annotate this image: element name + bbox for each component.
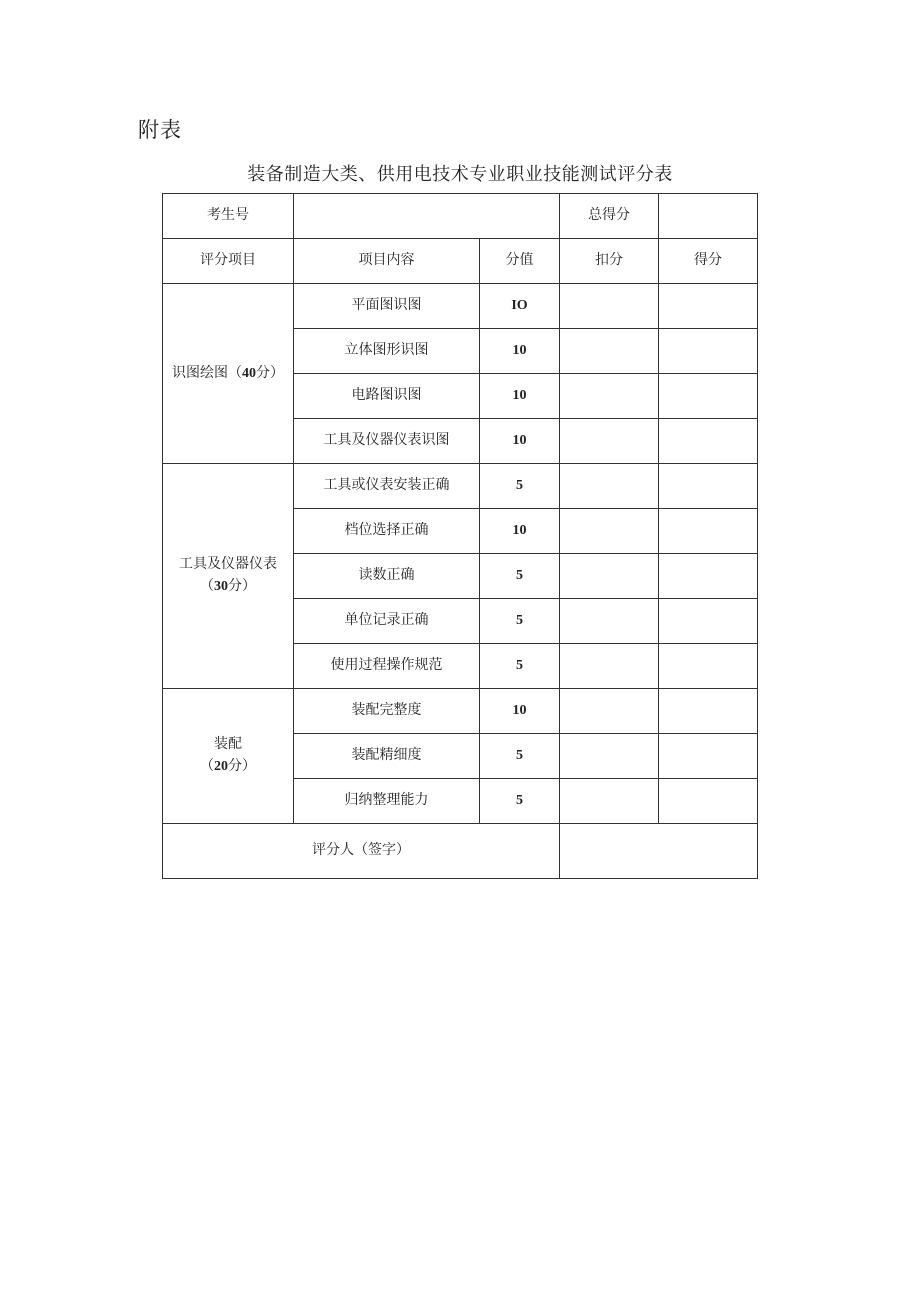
deduct-field[interactable] [560,779,659,824]
total-score-label: 总得分 [560,194,659,239]
item-content: 档位选择正确 [294,509,480,554]
item-content: 归纳整理能力 [294,779,480,824]
score-field[interactable] [659,779,758,824]
item-points: 10 [480,419,560,464]
score-field[interactable] [659,734,758,779]
signer-field[interactable] [560,824,758,879]
appendix-label: 附表 [138,118,182,142]
group-points: 40 [242,365,256,381]
deduct-field[interactable] [560,284,659,329]
score-field[interactable] [659,419,758,464]
item-points: IO [480,284,560,329]
group-name: 装配 [214,736,242,753]
column-header-points: 分值 [480,239,560,284]
item-points: 10 [480,329,560,374]
score-field[interactable] [659,644,758,689]
group-suffix: 分） [228,578,256,594]
item-points: 5 [480,464,560,509]
group-open: （ [200,758,214,774]
scoring-table [162,193,758,879]
item-content: 工具或仪表安装正确 [294,464,480,509]
page-title: 装备制造大类、供用电技术专业职业技能测试评分表 [247,164,673,185]
score-field[interactable] [659,464,758,509]
item-content: 立体图形识图 [294,329,480,374]
group-cell-assembly [163,689,294,824]
item-points: 5 [480,779,560,824]
item-points: 5 [480,734,560,779]
deduct-field[interactable] [560,644,659,689]
item-content: 使用过程操作规范 [294,644,480,689]
deduct-field[interactable] [560,734,659,779]
deduct-field[interactable] [560,599,659,644]
item-content: 平面图识图 [294,284,480,329]
table-row [163,689,758,734]
signer-row [163,824,758,879]
deduct-field[interactable] [560,509,659,554]
group-points: 20 [214,759,228,774]
score-field[interactable] [659,509,758,554]
score-field[interactable] [659,374,758,419]
candidate-label: 考生号 [163,194,294,239]
header-row-columns [163,239,758,284]
table-row [163,284,758,329]
group-cell-tools [163,464,294,689]
score-field[interactable] [659,689,758,734]
deduct-field[interactable] [560,464,659,509]
item-content: 单位记录正确 [294,599,480,644]
column-header-content: 项目内容 [294,239,480,284]
deduct-field[interactable] [560,689,659,734]
group-suffix: 分） [228,758,256,774]
item-points: 5 [480,554,560,599]
item-points: 10 [480,509,560,554]
item-content: 电路图识图 [294,374,480,419]
group-name: 工具及仪器仪表 [179,556,277,573]
item-points: 5 [480,599,560,644]
signer-label: 评分人（签字） [163,824,560,879]
item-content: 装配完整度 [294,689,480,734]
candidate-number-field[interactable] [294,194,560,239]
item-content: 读数正确 [294,554,480,599]
deduct-field[interactable] [560,329,659,374]
item-points: 10 [480,689,560,734]
group-points: 30 [214,579,228,594]
score-field[interactable] [659,554,758,599]
column-header-category: 评分项目 [163,239,294,284]
score-field[interactable] [659,329,758,374]
total-score-field[interactable] [659,194,758,239]
column-header-deduct: 扣分 [560,239,659,284]
item-content: 工具及仪器仪表识图 [294,419,480,464]
group-cell-drawing [163,284,294,464]
score-field[interactable] [659,284,758,329]
deduct-field[interactable] [560,554,659,599]
item-points: 5 [480,644,560,689]
item-points: 10 [480,374,560,419]
deduct-field[interactable] [560,374,659,419]
group-open: （ [200,578,214,594]
group-suffix: 分） [256,364,284,381]
header-row-candidate [163,194,758,239]
score-field[interactable] [659,599,758,644]
table-row [163,464,758,509]
deduct-field[interactable] [560,419,659,464]
column-header-score: 得分 [659,239,758,284]
group-name: 识图绘图（ [172,364,242,381]
item-content: 装配精细度 [294,734,480,779]
